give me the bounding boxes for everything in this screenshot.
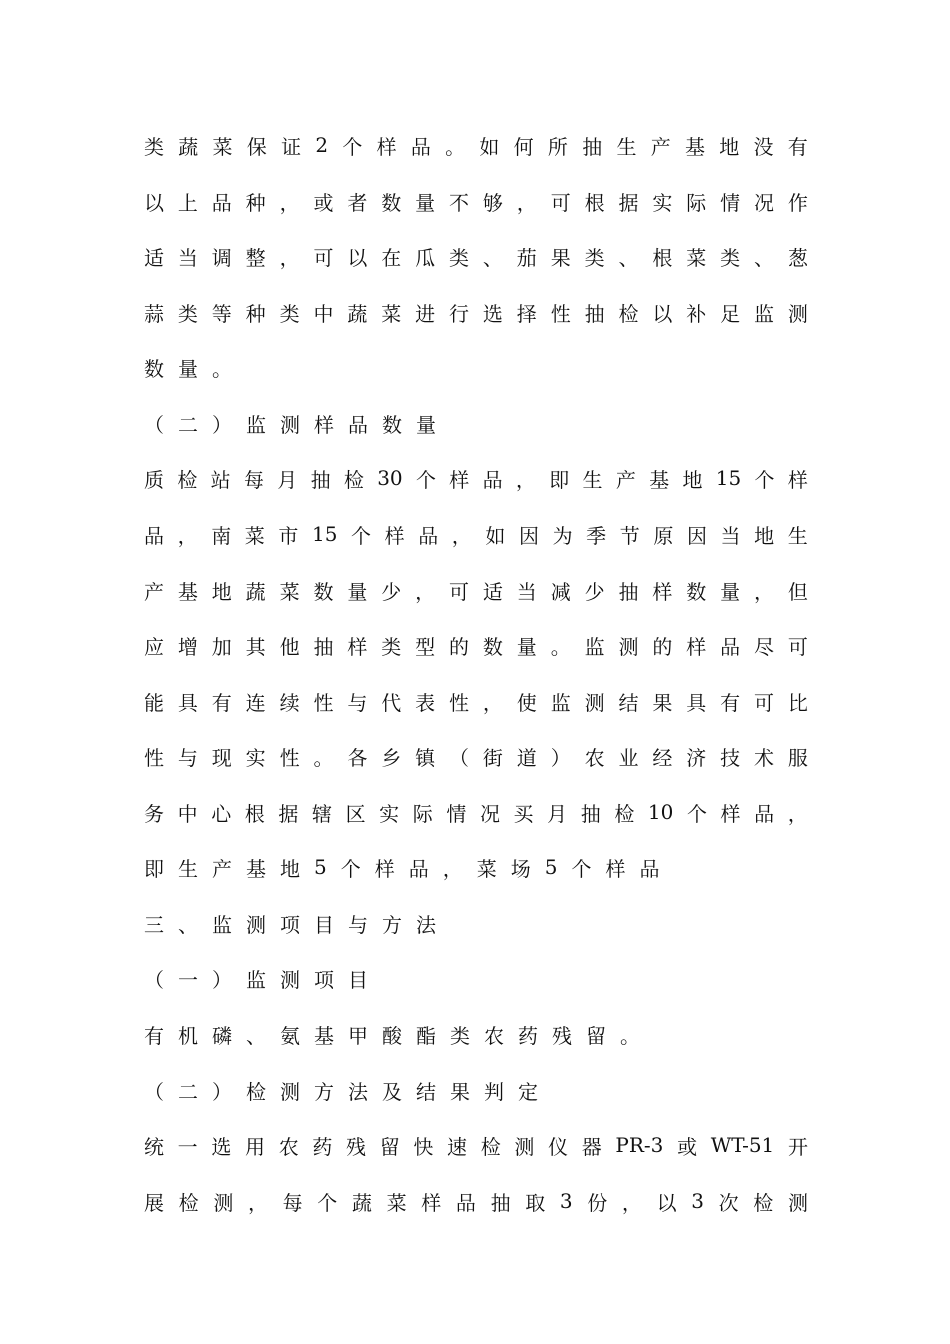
text-line-13: 务 中 心 根 据 辖 区 实 际 情 况 买 月 抽 检 10 个 样 品 ， [144, 800, 808, 826]
text-line-7: 质 检 站 每 月 抽 检 30 个 样 品 ， 即 生 产 基 地 15 个 样 [144, 466, 808, 492]
text-line-1: 类 蔬 菜 保 证 2 个 样 品 。 如 何 所 抽 生 产 基 地 没 有 [144, 133, 808, 159]
text-line-4: 蒜 类 等 种 类 中 蔬 菜 进 行 选 择 性 抽 检 以 补 足 监 测 [144, 301, 808, 326]
text-line-9: 产 基 地 蔬 菜 数 量 少 ， 可 适 当 减 少 抽 样 数 量 ， 但 [144, 579, 808, 604]
text-line-19: 统 一 选 用 农 药 残 留 快 速 检 测 仪 器 PR-3 或 WT-51 开 [144, 1133, 808, 1159]
section-heading-sample-count: （ 二 ） 监 测 样 品 数 量 [144, 412, 436, 437]
section-heading-methods: （ 二 ） 检 测 方 法 及 结 果 判 定 [144, 1079, 538, 1104]
text-line-12: 性 与 现 实 性 。 各 乡 镇 （ 街 道 ） 农 业 经 济 技 术 服 [144, 745, 808, 770]
text-line-2: 以 上 品 种 ， 或 者 数 量 不 够 ， 可 根 据 实 际 情 况 作 [144, 190, 808, 215]
section-heading-monitoring: 三 、 监 测 项 目 与 方 法 [144, 912, 436, 937]
text-line-8: 品 ， 南 菜 市 15 个 样 品 ， 如 因 为 季 节 原 因 当 地 生 [144, 522, 808, 548]
section-heading-items: （ 一 ） 监 测 项 目 [144, 967, 368, 992]
text-line-11: 能 具 有 连 续 性 与 代 表 性 ， 使 监 测 结 果 具 有 可 比 [144, 690, 808, 715]
text-line-5: 数 量 。 [144, 356, 232, 381]
text-line-20: 展 检 测 ， 每 个 蔬 菜 样 品 抽 取 3 份 ， 以 3 次 检 测 [144, 1189, 808, 1215]
text-line-10: 应 增 加 其 他 抽 样 类 型 的 数 量 。 监 测 的 样 品 尽 可 [144, 634, 808, 659]
text-line-14: 即 生 产 基 地 5 个 样 品 ， 菜 场 5 个 样 品 [144, 855, 660, 881]
text-line-17: 有 机 磷 、 氨 基 甲 酸 酯 类 农 药 残 留 。 [144, 1023, 640, 1048]
text-line-3: 适 当 调 整 ， 可 以 在 瓜 类 、 茄 果 类 、 根 菜 类 、 葱 [144, 245, 808, 270]
